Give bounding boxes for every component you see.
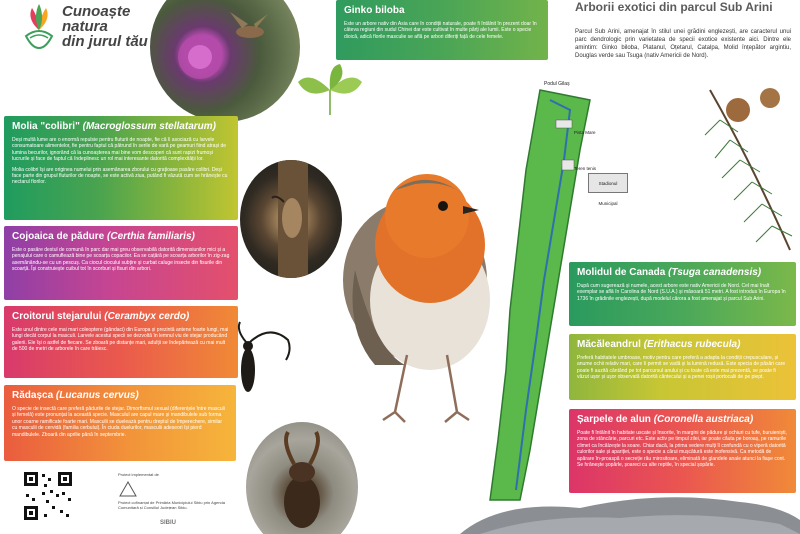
molid-title: Molidul de Canada (Tsuga canadensis) [577, 267, 762, 278]
macaleandrul-card [569, 334, 796, 400]
cojoaica-text: Este o pasăre destul de comună în parc dar mai greu observabilă datorită dimensiunilor mici și a penajului care o camuflează bine pe scoarța copacilor. Ea se cațără pe scoarța arborilor în zig-zag asemănându-se cu un pescuș. Ca ciocul ciocului subțire și curbat caluge insecte din fisurile din scoarță. Își construiește cuibul tot în scorburi și fisuri din arbori. [12, 247, 230, 273]
macaleandrul-text: Preferă habitatele umbroase, motiv pentru care preferă a adapta la condiții crepusculare, și anume ochii relativ mari, care îi permit se vadă și la lumină redusă. Este specia de păsări care poate fi auzită cântând pe tot parcursul anului și cu toate că este mai prezentă, se poate fi văzut ușor și ușor observată datorită căntecului și a penei roșii portocalii de pe piept. [577, 355, 786, 381]
molia-title: Molia "colibri" (Macroglossum stellatarum) [12, 121, 216, 132]
sibiu-logo: SIBIU [160, 520, 177, 526]
stag-beetle-photo [246, 422, 358, 534]
longhorn-beetle-icon [226, 320, 296, 410]
croitorul-card [4, 306, 238, 378]
treecreeper-icon [240, 160, 342, 278]
cojoaica-title: Cojoaica de pădure (Certhia familiaris) [12, 231, 195, 242]
partner-logo-icon [118, 480, 138, 498]
funding-text: Proiect cofinanțat de Primăria Municipiului Sibiu prin Agenda Comunitară și Consiliul Județean Sibiu. [118, 500, 225, 510]
radasca-text: O specie de insectă care preferă pădurile de stejar. Dimorfismul sexual (diferențele între masculi și femelă) este pronunțat la această specie. Masculul are capul mare și mandibulele sub forma unor coarne ramificate foarte mari. Masculii se dueleazà pentru dreptul de împerechere, similar cu masculii de cervidă (familia cerbului). În ciuda duelurilor, masculii adeseori își pierd mandibulele. Zboară din aprilie până în septembrie. [12, 406, 225, 438]
moth-flower-icon [150, 0, 300, 122]
molia-text-2: Molia colibri își are originea numelui prin asemănarea zborului cu grațioase pasăre colibri. Deși face parte din grupul fluturilor de noapte, se este activă ziua, putând fi văzută cum se hrănește cu nectarul florilor. [12, 166, 228, 186]
molid-card [569, 262, 796, 326]
map-label-pista: Pista Mare [574, 130, 596, 135]
hummingbird-moth-photo [150, 0, 300, 122]
sarpele-title: Șarpele de alun (Coronella austriaca) [577, 414, 754, 425]
leaf-logo-icon [22, 2, 56, 50]
map-label-bridge: Podul Gilaș [544, 81, 570, 87]
molia-card [4, 116, 238, 220]
intro-text: Parcul Sub Arini, amenajat în stilul unei grădini englezești, are caracterul unui parc dendrologic prin varietatea de specii exotice existente aici. Dintre ele amintim: Ginko biloba, Platanul, Oțetarul, Catalpa, Molid înțepător argintiu, Douglas verde sau Tsuga (nativ Americii de Nord). [575, 29, 791, 59]
molia-text-1: Deși multă lume are o enormă repulsie pentru fluturii de noapte, fie că îi asociază cu larvele consumatoare alimentelor, fie pentru faptul că pătrund în serile de vară pe geamuri fiind atrași de lumina becurilor, ignorând că la cunoașterea mai bine vom descoperi că sunt rapizi frumoși lucrurile și face de faptul că îndeplinesc un rol mai interesante datorită complexității lor. [12, 137, 227, 163]
croitorul-text: Este unul dintre cele mai mari coleoptere (gândaci) din Europa și prezintă antene foarte lungi, mai lungi decât corpul la masculi. Larvele acestui specii se dezvoltă în lemnul viu de stejar producând galerii. Ele își o astfel de fiecare. Se zboară pe distanțe mari, adulții se îndepărtează cu mai mult de 500 de metri de arborele în care trăiesc. [12, 327, 229, 353]
brand-line-1: Cunoaște [62, 3, 131, 20]
ginkgo-text: Este un arbore nativ din Asia care în condiții naturale, poate fi întâlnit în prezent doar în câteva regiuni din sudul Chinei dar este cultivat în multe părți ale lumii. Este o specie dioică, adică florile masculie se află pe arbori diferiți față de cele femele. [344, 21, 537, 40]
map-label-tenis: Teren tenis [574, 166, 597, 171]
croitorul-title: Croitorul stejarului (Cerambyx cerdo) [12, 311, 190, 322]
ginkgo-leaf-icon [290, 60, 370, 120]
radasca-title: Rădașca (Lucanus cervus) [12, 390, 139, 401]
sarpele-text: Poate fi întâlnit în habitate uscate și însorite, în margini de pădure și ochiuri cu tufe, buruieniști, zona de stâncărie, parcuri etc. Este activ pe timpul zilei, iar poate căuta pe boroaș, pe ramurile climet ca încălzește la soare. Chiar dacă, la prima vedere mulți îl confundă cu o viperă datorită culorilor sale și apariției, este o specie a cărui mușcătură este inofensivă. Ca metodă de apărare în-proaspă o secreție rău mirositoare, eliminată de glandele anale atunci la fiașe cont. Se hrănește șopârle, șoareci cu alte reptile, în special șopârle. [577, 430, 787, 469]
stag-beetle-icon [246, 422, 358, 534]
treecreeper-photo [240, 160, 342, 278]
rock-icon [460, 480, 800, 534]
brand-line-2: natura [62, 18, 108, 35]
qr-code-icon[interactable] [22, 470, 74, 522]
molid-text: După cum sugerează și numele, acest arbore este nativ Americii de Nord. Cel mai înalt exemplar se află în Carolina de Nord (S.U.A.) și măsoară 51 metri. A fost introdus în Europa în 1736 în grădinile englezești, după modelul cărora a fost amenajat și parcul Sub Arini. [577, 283, 786, 302]
intro-title: Arborii exotici din parcul Sub Arini [575, 0, 773, 14]
map-stadium: Stadionul Municipal [588, 173, 628, 193]
partner-label: Proiect implementat de [118, 472, 159, 477]
ginkgo-card [336, 0, 548, 60]
cojoaica-card [4, 226, 238, 300]
conifer-branch-icon [700, 80, 800, 260]
macaleandrul-title: Măcăleandrul (Erithacus rubecula) [577, 339, 741, 350]
radasca-card [4, 385, 236, 461]
ginkgo-title: Ginko biloba [344, 5, 405, 16]
brand-line-3: din jurul tău [62, 33, 148, 50]
